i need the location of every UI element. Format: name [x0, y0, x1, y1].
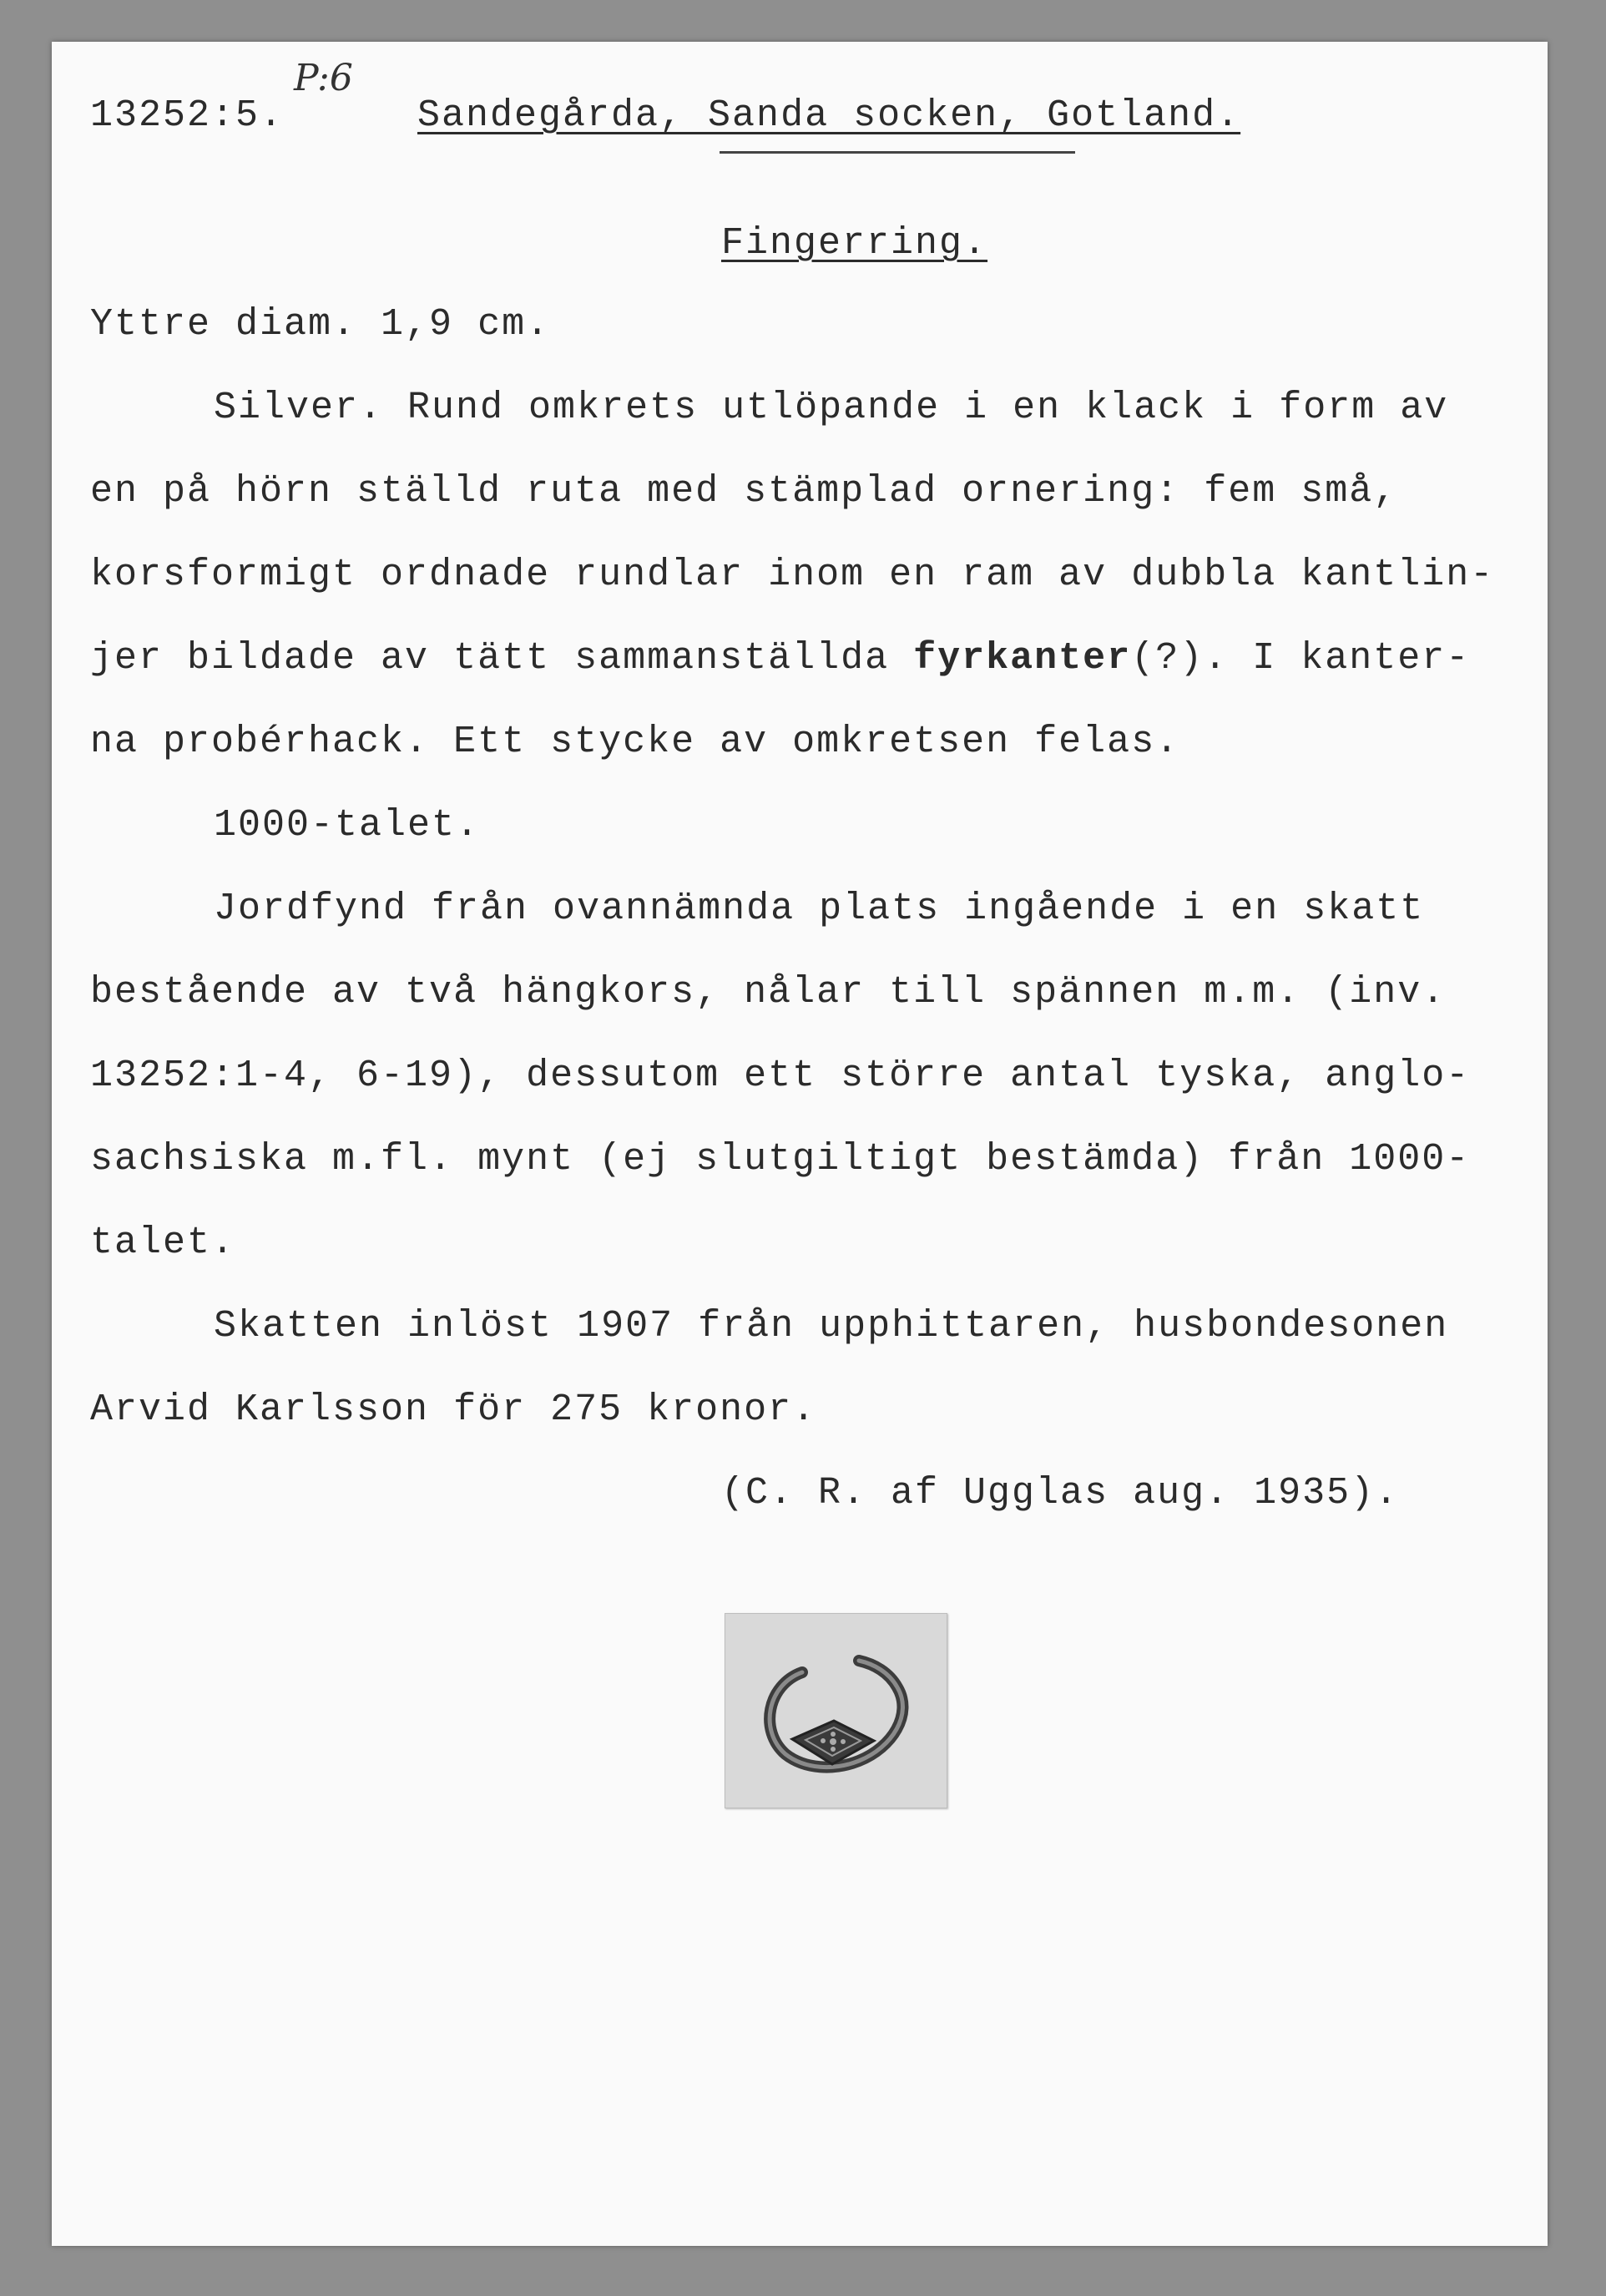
find-line-1: Jordfynd från ovannämnda plats ingående i en skatt [214, 888, 1425, 930]
description-bold-word: fyrkanter [913, 637, 1132, 680]
description-line-4-start: jer bildade av tätt sammanställda [90, 637, 914, 680]
description-line-4 [90, 637, 1471, 680]
find-line-3: 13252:1-4, 6-19), dessutom ett större antal tyska, anglo- [90, 1054, 1471, 1097]
description-line-1: Silver. Rund omkrets utlöpande i en klack i form av [214, 387, 1449, 429]
description-line-4-end: (?). I kanter- [1131, 637, 1471, 680]
inventory-number: 13252:5. [90, 94, 285, 137]
object-title: Fingerring. [721, 222, 988, 265]
acquisition-line-2: Arvid Karlsson för 275 kronor. [90, 1388, 817, 1431]
signature: (C. R. af Ugglas aug. 1935). [721, 1472, 1400, 1515]
find-line-5: talet. [90, 1221, 236, 1264]
ring-photograph [725, 1613, 947, 1808]
ring-image [725, 1614, 947, 1808]
handwritten-note: P:6 [294, 57, 353, 99]
dimensions: Yttre diam. 1,9 cm. [90, 303, 551, 346]
location-underline [720, 151, 1075, 154]
catalog-card [52, 42, 1548, 2246]
description-line-3: korsformigt ordnade rundlar inom en ram av dubbla kantlin- [90, 554, 1495, 596]
acquisition-line-1: Skatten inlöst 1907 från upphittaren, husbondesonen [214, 1305, 1449, 1348]
dating: 1000-talet. [214, 804, 481, 847]
description-line-2: en på hörn ställd ruta med stämplad ornering: fem små, [90, 470, 1398, 513]
description-line-5: na probérhack. Ett stycke av omkretsen felas. [90, 721, 1180, 763]
find-line-2: bestående av två hängkors, nålar till spännen m.m. (inv. [90, 971, 1447, 1014]
find-line-4: sachsiska m.fl. mynt (ej slutgiltigt bestämda) från 1000- [90, 1138, 1471, 1181]
location-heading: Sandegårda, Sanda socken, Gotland. [417, 94, 1241, 137]
